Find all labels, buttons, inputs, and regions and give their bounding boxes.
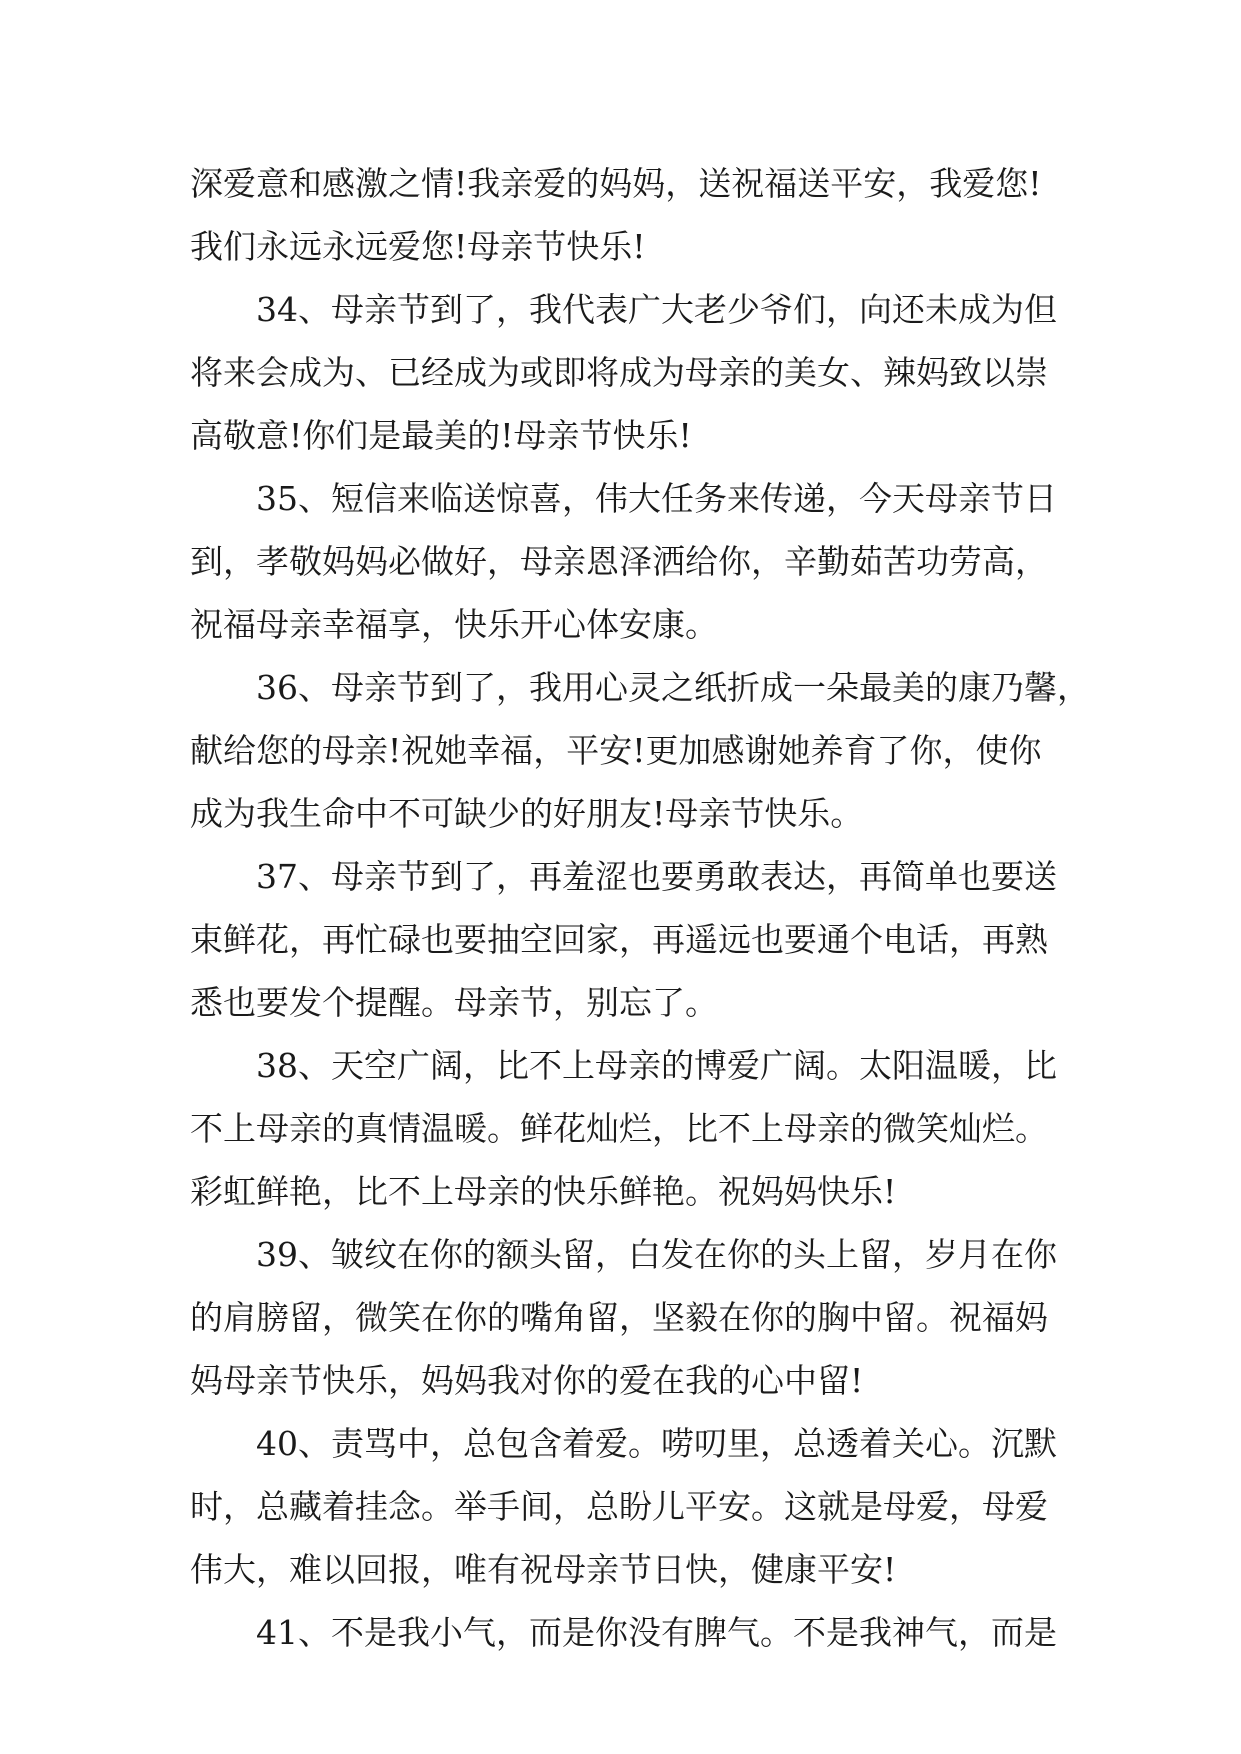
text-line: 祝福母亲幸福享，快乐开心体安康。 <box>190 605 718 644</box>
text-line: 到，孝敬妈妈必做好，母亲恩泽洒给你，辛勤茹苦功劳高， <box>190 542 1048 581</box>
paragraph-start-line: 39、皱纹在你的额头留，白发在你的头上留，岁月在你 <box>256 1235 1057 1274</box>
paragraph-start-line: 36、母亲节到了，我用心灵之纸折成一朵最美的康乃馨， <box>256 668 1090 707</box>
text-line: 伟大，难以回报，唯有祝母亲节日快，健康平安! <box>190 1550 897 1589</box>
text-line: 深爱意和感激之情!我亲爱的妈妈，送祝福送平安，我爱您! <box>190 164 1042 203</box>
text-line: 悉也要发个提醒。母亲节，别忘了。 <box>190 983 718 1022</box>
paragraph-start-line: 40、责骂中，总包含着爱。唠叨里，总透着关心。沉默 <box>256 1424 1057 1463</box>
text-line: 彩虹鲜艳，比不上母亲的快乐鲜艳。祝妈妈快乐! <box>190 1172 897 1211</box>
document-body <box>190 152 1090 1664</box>
text-line: 束鲜花，再忙碌也要抽空回家，再遥远也要通个电话，再熟 <box>190 920 1048 959</box>
text-line: 我们永远永远爱您!母亲节快乐! <box>190 227 646 266</box>
text-line: 高敬意!你们是最美的!母亲节快乐! <box>190 416 692 455</box>
text-line: 时，总藏着挂念。举手间，总盼儿平安。这就是母爱，母爱 <box>190 1487 1048 1526</box>
paragraph-start-line: 35、短信来临送惊喜，伟大任务来传递，今天母亲节日 <box>256 479 1057 518</box>
text-line: 的肩膀留，微笑在你的嘴角留，坚毅在你的胸中留。祝福妈 <box>190 1298 1048 1337</box>
paragraph-start-line: 34、母亲节到了，我代表广大老少爷们，向还未成为但 <box>256 290 1057 329</box>
text-line: 献给您的母亲!祝她幸福，平安!更加感谢她养育了你，使你 <box>190 731 1042 770</box>
paragraph-start-line: 37、母亲节到了，再羞涩也要勇敢表达，再简单也要送 <box>256 857 1057 896</box>
text-line: 成为我生命中不可缺少的好朋友!母亲节快乐。 <box>190 794 864 833</box>
text-line: 妈母亲节快乐，妈妈我对你的爱在我的心中留! <box>190 1361 864 1400</box>
paragraph-start-line: 41、不是我小气，而是你没有脾气。不是我神气，而是 <box>256 1613 1057 1652</box>
text-line: 不上母亲的真情温暖。鲜花灿烂，比不上母亲的微笑灿烂。 <box>190 1109 1048 1148</box>
text-line: 将来会成为、已经成为或即将成为母亲的美女、辣妈致以崇 <box>190 353 1048 392</box>
paragraph-start-line: 38、天空广阔，比不上母亲的博爱广阔。太阳温暖，比 <box>256 1046 1057 1085</box>
